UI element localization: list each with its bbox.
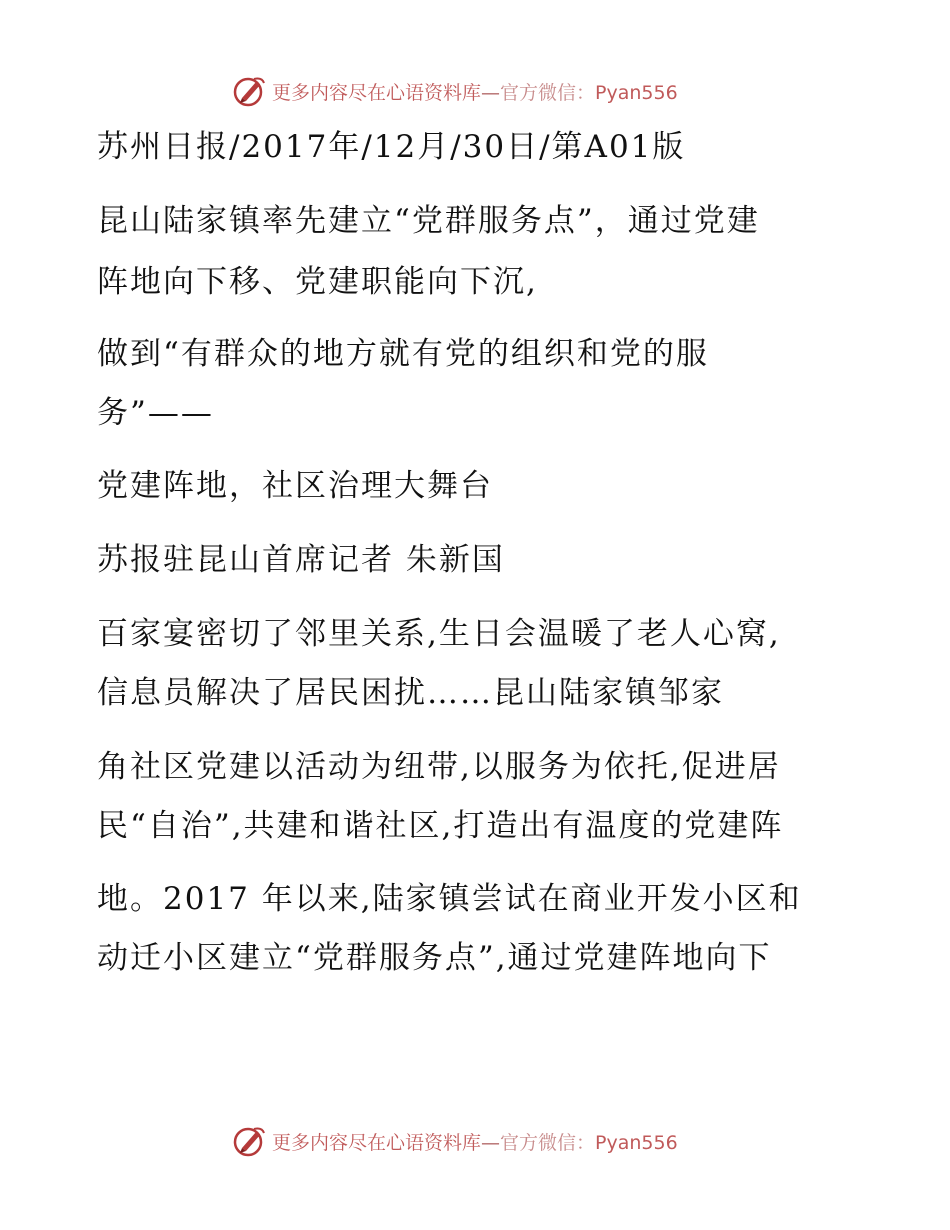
doc-line-body-2: 信息员解决了居民困扰……昆山陆家镇邹家 — [97, 675, 724, 711]
header-brand-dash: — — [481, 81, 501, 104]
doc-line-intro-3: 做到“有群众的地方就有党的组织和党的服 — [97, 336, 709, 372]
doc-line-intro-4: 务”—— — [97, 395, 214, 431]
footer-brand — [232, 1121, 678, 1161]
header-brand-wechat: 官方微信： — [500, 81, 596, 104]
footer-brand-dash: — — [481, 1131, 501, 1154]
doc-line-body-5: 地。2017 年以来,陆家镇尝试在商业开发小区和 — [97, 881, 802, 917]
pen-logo-icon — [232, 73, 268, 109]
footer-brand-main: 更多内容尽在心语资料库 — [272, 1131, 482, 1154]
doc-line-intro-1: 昆山陆家镇率先建立“党群服务点”，通过党建 — [97, 203, 760, 239]
doc-line-intro-2: 阵地向下移、党建职能向下沉, — [97, 264, 538, 300]
pen-logo-icon — [232, 1123, 268, 1159]
doc-line-source: 苏州日报/2017年/12月/30日/第A01版 — [97, 129, 686, 165]
doc-line-body-4: 民“自治”,共建和谐社区,打造出有温度的党建阵 — [97, 808, 784, 844]
doc-line-body-3: 角社区党建以活动为纽带,以服务为依托,促进居 — [97, 749, 781, 785]
page-footer — [0, 1121, 950, 1161]
doc-line-body-6: 动迁小区建立“党群服务点”,通过党建阵地向下 — [97, 940, 772, 976]
footer-brand-id: Pyan556 — [595, 1131, 678, 1154]
header-brand-id: Pyan556 — [595, 81, 678, 104]
doc-line-headline: 党建阵地，社区治理大舞台 — [97, 468, 493, 504]
footer-brand-wechat: 官方微信： — [500, 1131, 596, 1154]
doc-line-body-1: 百家宴密切了邻里关系,生日会温暖了老人心窝, — [97, 616, 781, 652]
doc-line-byline: 苏报驻昆山首席记者 朱新国 — [97, 542, 505, 578]
page-header — [0, 71, 950, 111]
header-brand-main: 更多内容尽在心语资料库 — [272, 81, 482, 104]
header-brand — [232, 71, 678, 111]
